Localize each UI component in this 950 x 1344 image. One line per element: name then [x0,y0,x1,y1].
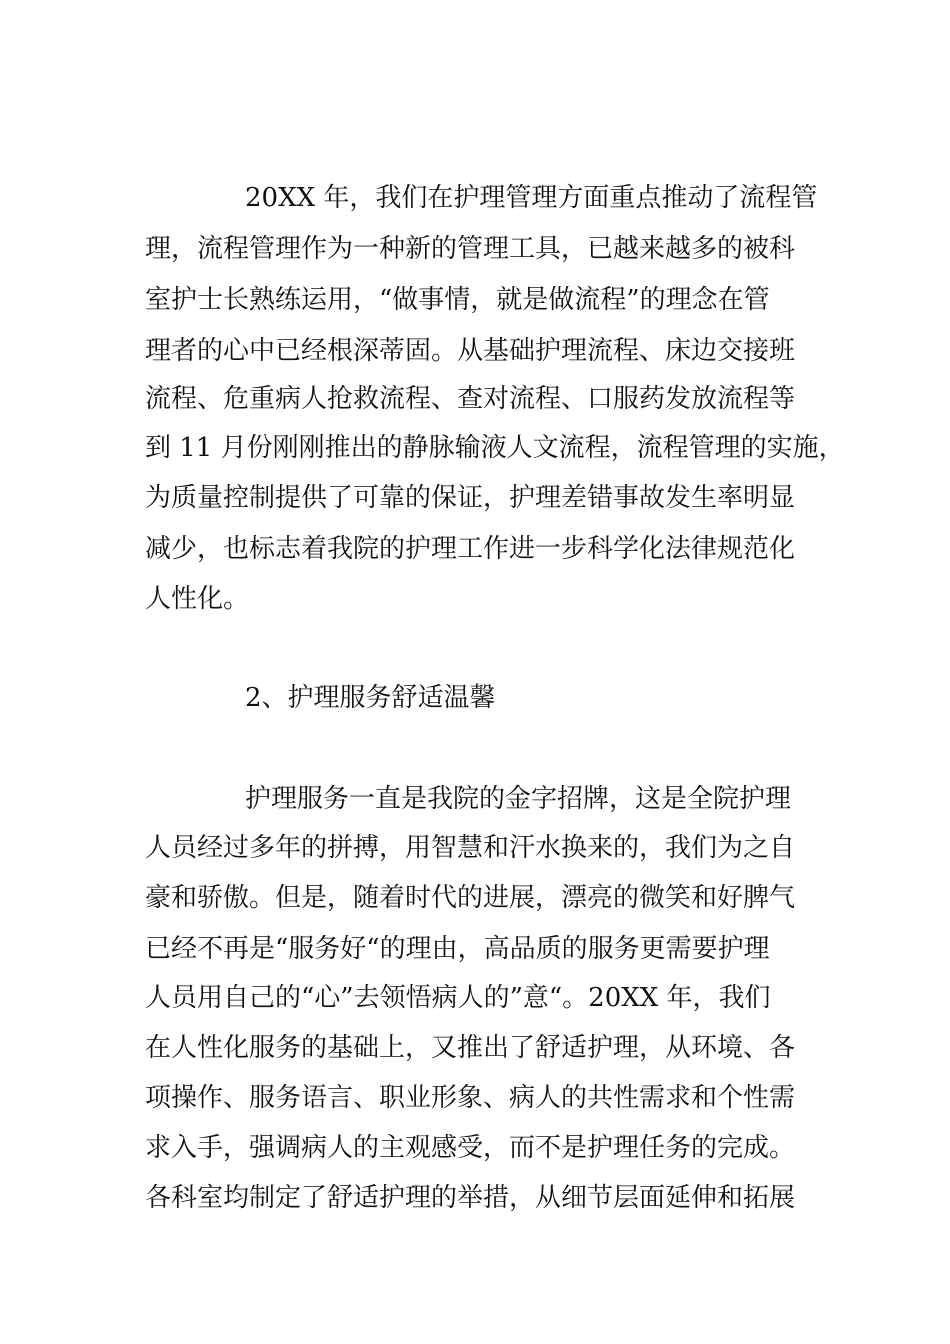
paragraph1-line-7: 为质量控制提供了可靠的保证，护理差错事故发生率明显 [145,483,796,513]
paragraph2-line-7: 项操作、服务语言、职业形象、病人的共性需求和个性需 [145,1083,796,1113]
paragraph2-line-4: 已经不再是“服务好“的理由，高品质的服务更需要护理 [145,934,770,964]
paragraph1-line-5: 流程、危重病人抢救流程、查对流程、口服药发放流程等 [145,384,796,414]
paragraph1-line-2: 理，流程管理作为一种新的管理工具，已越来越多的被科 [145,234,796,264]
paragraph1-line-8: 减少，也标志着我院的护理工作进一步科学化法律规范化 [145,534,796,564]
paragraph1-line-9: 人性化。 [145,584,250,614]
paragraph2-line-8: 求入手，强调病人的主观感受，而不是护理任务的完成。 [145,1133,796,1163]
paragraph2-line-6: 在人性化服务的基础上，又推出了舒适护理，从环境、各 [145,1033,796,1063]
paragraph1-line-6: 到 11 月份刚刚推出的静脉输液人文流程，流程管理的实施， [145,433,845,463]
paragraph2-line-9: 各科室均制定了舒适护理的举措，从细节层面延伸和拓展 [145,1183,796,1213]
section-heading: 2、护理服务舒适温馨 [245,683,496,713]
paragraph2-line-3: 豪和骄傲。但是，随着时代的进展，漂亮的微笑和好脾气 [145,883,796,913]
paragraph1-line-1: 20XX 年，我们在护理管理方面重点推动了流程管 [245,183,818,213]
paragraph2-line-5: 人员用自己的“心”去领悟病人的”意“。20XX 年，我们 [145,983,771,1013]
paragraph2-line-1: 护理服务一直是我院的金字招牌，这是全院护理 [245,784,792,814]
paragraph2-line-2: 人员经过多年的拼搏，用智慧和汗水换来的，我们为之自 [145,833,796,863]
paragraph1-line-4: 理者的心中已经根深蒂固。从基础护理流程、床边交接班 [145,336,796,366]
paragraph1-line-3: 室护士长熟练运用，“做事情，就是做流程”的理念在管 [145,285,770,315]
